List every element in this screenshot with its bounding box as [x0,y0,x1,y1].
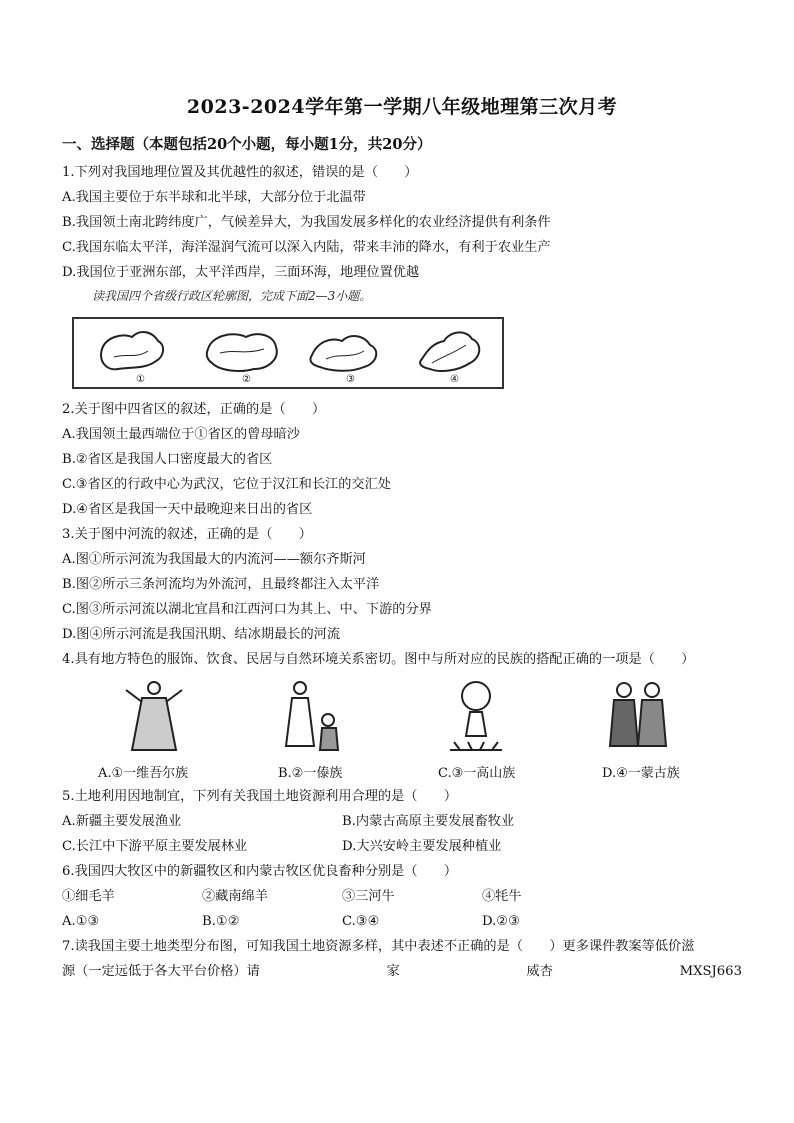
river-line-3 [326,351,364,359]
river-line-4 [432,345,466,363]
question-7 [62,934,742,984]
option-a: A.①③ [62,914,100,929]
promo-code: MXSJ663 [679,964,742,979]
option-a: A.新疆主要发展渔业 [62,814,182,829]
option-c: C.③省区的行政中心为武汉，它位于汉江和长江的交汇处 [62,477,391,492]
ethnic-costume-figures [62,676,742,784]
province-outline-2 [207,334,277,371]
river-line-1 [114,351,148,357]
province-outline-3 [310,336,376,371]
question-stem: 3.关于图中河流的叙述，正确的是（ ） [62,527,312,542]
item-2: ②藏南绵羊 [202,889,268,904]
option-c: C.③④ [342,914,380,929]
river-line-2 [220,349,264,353]
question-4 [62,647,742,784]
option-c: C.我国东临太平洋，海洋湿润气流可以深入内陆，带来丰沛的降水，有利于农业生产 [62,240,551,255]
option-b: B.图②所示三条河流均为外流河，且最终都注入太平洋 [62,577,380,592]
promo-text-2: 家 [386,964,400,979]
item-1: ①细毛羊 [62,889,115,904]
province-outline-1 [101,332,163,369]
map-marker-1: ① [136,374,145,385]
option-b: B.我国领土南北跨纬度广，气候差异大，为我国发展多样化的农业经济提供有利条件 [62,215,551,230]
option-b: B.①② [202,914,240,929]
map-marker-4: ④ [450,374,459,385]
option-row [62,909,742,934]
question-5 [62,784,742,859]
exam-page [62,92,742,984]
province-outline-4 [420,332,479,371]
option-row [62,809,742,834]
option-d: D.大兴安岭主要发展种植业 [342,839,502,854]
promo-text-1: 源（一定远低于各大平台价格）请 [62,964,260,979]
item-3: ③三河牛 [342,889,395,904]
option-b: B.②一傣族 [278,766,343,781]
question-6 [62,859,742,934]
question-stem: 4.具有地方特色的服饰、饮食、民居与自然环境关系密切。图中与所对应的民族的搭配正确的一项是（ ） [62,652,695,667]
map-instruction: 读我国四个省级行政区轮廓图，完成下面2—3小题。 [92,289,372,303]
question-stem: 1.下列对我国地理位置及其优越性的叙述，错误的是（ ） [62,165,418,180]
option-a: A.我国主要位于东半球和北半球，大部分位于北温带 [62,190,366,205]
costume-figure-3 [440,676,512,756]
promo-text-3: 威杏 [526,964,553,979]
question-3 [62,522,742,647]
option-b: B.②省区是我国人口密度最大的省区 [62,452,273,467]
item-row [62,884,742,909]
costume-figure-1 [118,676,190,756]
question-1 [62,160,742,285]
costume-figure-2 [274,676,346,756]
exam-title: 2023-2024学年第一学期八年级地理第三次月考 [186,96,618,118]
option-c: C.③一高山族 [438,766,516,781]
question-2 [62,397,742,522]
option-d: D.④一蒙古族 [602,766,680,781]
option-d: D.图④所示河流是我国汛期、结冰期最长的河流 [62,627,341,642]
item-4: ④牦牛 [482,889,522,904]
option-a: A.图①所示河流为我国最大的内流河——额尔齐斯河 [62,552,366,567]
question-stem: 5.土地利用因地制宜，下列有关我国土地资源利用合理的是（ ） [62,789,458,804]
province-outline-maps [72,317,504,389]
option-d: D.我国位于亚洲东部，太平洋西岸，三面环海，地理位置优越 [62,265,420,280]
costume-figure-4 [602,676,674,756]
section-heading: 一、选择题（本题包括20个小题，每小题1分，共20分） [62,136,432,153]
question-stem: 7.读我国主要土地类型分布图，可知我国土地资源多样，其中表述不正确的是（ ）更多课件教案等低价滋 [62,939,695,954]
option-d: D.②③ [482,914,520,929]
option-a: A.①一维吾尔族 [98,766,189,781]
option-c: C.图③所示河流以湖北宜昌和江西河口为其上、中、下游的分界 [62,602,432,617]
question-stem: 2.关于图中四省区的叙述，正确的是（ ） [62,402,326,417]
map-marker-2: ② [242,374,251,385]
option-row [62,834,742,859]
option-b: B.内蒙古高原主要发展畜牧业 [342,814,515,829]
option-d: D.④省区是我国一天中最晚迎来日出的省区 [62,502,313,517]
map-marker-3: ③ [346,374,355,385]
option-c: C.长江中下游平原主要发展林业 [62,839,248,854]
promo-line [62,959,742,984]
option-a: A.我国领土最西端位于①省区的曾母暗沙 [62,427,300,442]
question-stem: 6.我国四大牧区中的新疆牧区和内蒙古牧区优良畜种分别是（ ） [62,864,458,879]
